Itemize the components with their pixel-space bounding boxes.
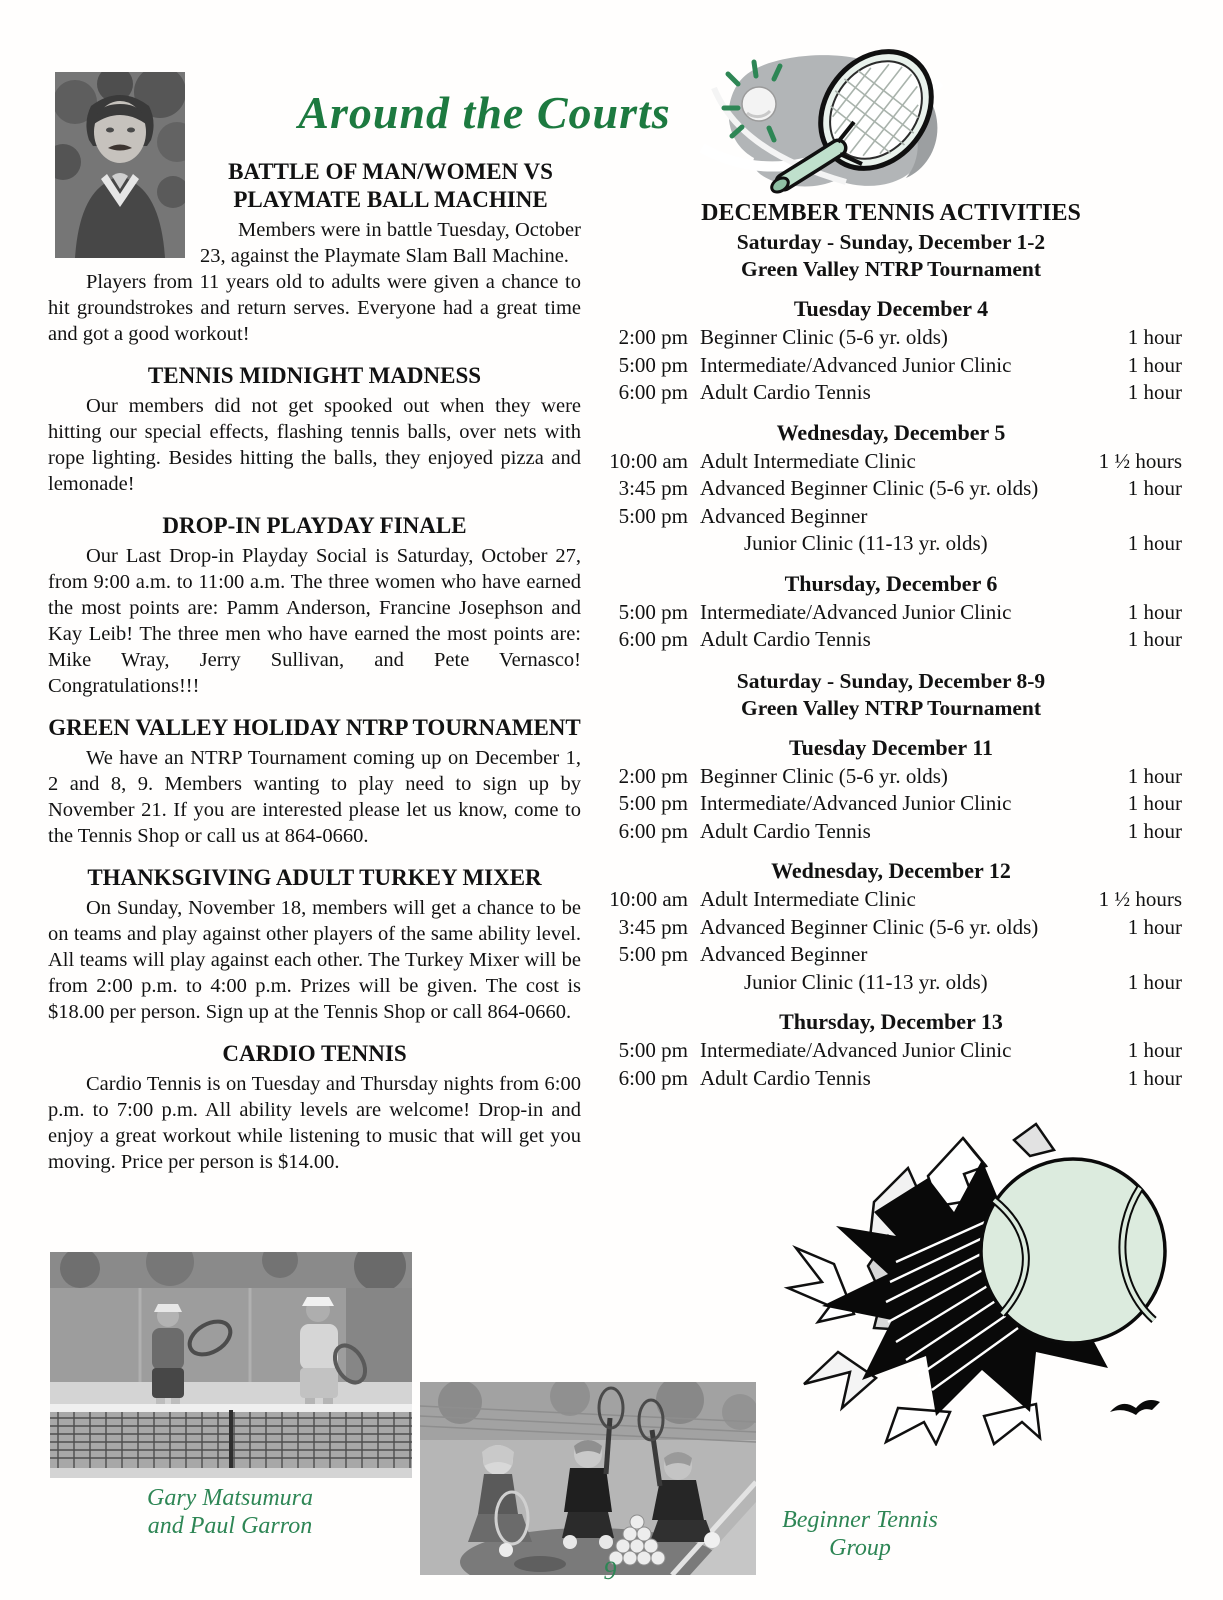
- caption-players-line2: and Paul Garron: [147, 1513, 313, 1539]
- schedule-time: [600, 530, 688, 558]
- caption-kids-line2: Group: [829, 1535, 891, 1561]
- schedule-time: [600, 969, 688, 997]
- page-title: Around the Courts: [298, 87, 671, 138]
- schedule-time: 5:00 pm: [618, 1038, 688, 1062]
- schedule-duration: 1 hour: [1127, 476, 1182, 500]
- schedule-activity: Intermediate/Advanced Junior Clinic: [700, 352, 1012, 377]
- schedule-row: [600, 914, 1182, 942]
- schedule-duration: 1 hour: [1127, 599, 1182, 624]
- article-title: CARDIO TENNIS: [222, 1041, 407, 1066]
- december-title: DECEMBER TENNIS ACTIVITIES: [701, 200, 1081, 226]
- article-title: BATTLE OF MAN/WOMEN VS PLAYMATE BALL MACHINE: [228, 159, 553, 212]
- article-title: THANKSGIVING ADULT TURKEY MIXER: [87, 865, 542, 890]
- tennis-racket-illustration: [688, 30, 956, 202]
- schedule-duration: 1 hour: [1127, 969, 1182, 994]
- schedule-activity: Adult Intermediate Clinic: [700, 448, 916, 473]
- schedule-activity: Junior Clinic (11-13 yr. olds): [744, 969, 988, 994]
- tournament-subhead: [600, 668, 1182, 722]
- tournament-subhead-line: Saturday - Sunday, December 8-9: [736, 668, 1046, 693]
- article-paragraph: Our members did not get spooked out when they were hitting our special effects, flashing tennis balls, over nets with rope lighting. Besides hitting the balls, they enjoyed pizza and lemonade!: [48, 395, 581, 495]
- schedule-duration: 1 hour: [1127, 791, 1182, 815]
- schedule-duration: 1 hour: [1127, 763, 1182, 788]
- schedule-time: 10:00 am: [609, 448, 688, 473]
- schedule-duration: 1 hour: [1127, 325, 1182, 349]
- article-title: TENNIS MIDNIGHT MADNESS: [147, 363, 482, 388]
- schedule-activity: Adult Cardio Tennis: [700, 818, 871, 843]
- schedule-time: 5:00 pm: [618, 942, 688, 966]
- schedule-duration: 1 hour: [1127, 627, 1182, 651]
- day-header: Wednesday, December 12: [771, 858, 1011, 883]
- day-header: Wednesday, December 5: [776, 419, 1006, 445]
- schedule-activity: Beginner Clinic (5-6 yr. olds): [700, 325, 948, 349]
- schedule-row: [600, 886, 1182, 914]
- schedule-row: [600, 626, 1182, 654]
- schedule-time: 6:00 pm: [618, 380, 688, 404]
- day-header: Thursday, December 13: [779, 1009, 1003, 1034]
- schedule-row: [600, 475, 1182, 503]
- article-paragraph: Our Last Drop-in Playday Social is Saturday, October 27, from 9:00 a.m. to 11:00 a.m. The three women who have earned the most points are: Pamm Anderson, Francine Josephson and Kay Leib! The three men who have earned the most points are: Mike Wray, Jerry Sullivan, and Pete Vernasco! Congratulations!!!: [48, 545, 581, 697]
- tournament-subhead-line: Green Valley NTRP Tournament: [740, 257, 1042, 281]
- day-header: Thursday, December 6: [784, 570, 998, 596]
- schedule-row: [600, 941, 1182, 969]
- tennis-ball-burst-icon: [778, 1116, 1198, 1446]
- schedule-activity: Beginner Clinic (5-6 yr. olds): [700, 763, 948, 788]
- schedule-row: [600, 1065, 1182, 1093]
- schedule-blocks: [600, 229, 1182, 1092]
- schedule-row: [600, 352, 1182, 380]
- schedule-time: 10:00 am: [609, 887, 688, 911]
- schedule-time: 5:00 pm: [618, 599, 688, 624]
- schedule-time: 6:00 pm: [618, 1065, 688, 1090]
- schedule-row: [600, 448, 1182, 476]
- schedule-row: [600, 1037, 1182, 1065]
- schedule-duration: 1 hour: [1127, 380, 1182, 404]
- schedule-duration: 1 hour: [1127, 1065, 1182, 1090]
- caption-players: [95, 1484, 365, 1540]
- day-header: Tuesday December 4: [793, 296, 989, 321]
- schedule-activity: Adult Cardio Tennis: [700, 1065, 871, 1090]
- schedule-activity: Adult Cardio Tennis: [700, 627, 871, 651]
- schedule-row: [600, 503, 1182, 531]
- schedule-time: 5:00 pm: [618, 352, 688, 377]
- article-paragraph: Cardio Tennis is on Tuesday and Thursday nights from 6:00 p.m. to 7:00 p.m. All ability levels are welcome! Drop-in and enjoy a great workout while listening to music that will get you moving. Price per person is $14.00.: [48, 1073, 581, 1173]
- page-number: 9: [603, 1556, 617, 1585]
- schedule-row: [600, 969, 1182, 997]
- article-title: DROP-IN PLAYDAY FINALE: [162, 513, 467, 538]
- schedule-duration: 1 hour: [1127, 914, 1182, 939]
- schedule-activity: Adult Cardio Tennis: [700, 380, 871, 404]
- schedule-duration: 1 hour: [1127, 818, 1182, 843]
- december-activities: [600, 200, 1182, 1092]
- tournament-subhead-line: Saturday - Sunday, December 1-2: [736, 230, 1046, 254]
- schedule-row: [600, 763, 1182, 791]
- photo-kids: [420, 1382, 756, 1575]
- caption-kids: [760, 1506, 960, 1562]
- schedule-time: 5:00 pm: [618, 503, 688, 528]
- schedule-activity: Intermediate/Advanced Junior Clinic: [700, 1038, 1012, 1062]
- schedule-duration: 1 hour: [1127, 352, 1182, 377]
- schedule-activity: Advanced Beginner: [700, 942, 868, 966]
- schedule-row: [600, 790, 1182, 818]
- schedule-time: 6:00 pm: [618, 818, 688, 843]
- photo-players: [50, 1252, 412, 1478]
- schedule-time: 3:45 pm: [618, 914, 688, 939]
- article-paragraph: Players from 11 years old to adults were given a chance to hit groundstrokes and return serves. Everyone had a great time and got a good workout!: [48, 271, 581, 345]
- schedule-duration: 1 hour: [1127, 531, 1182, 555]
- tournament-subhead: [600, 229, 1182, 283]
- schedule-activity: Intermediate/Advanced Junior Clinic: [700, 599, 1012, 624]
- bird-silhouette: [1110, 1400, 1160, 1415]
- schedule-duration: 1 hour: [1127, 1038, 1182, 1062]
- schedule-row: [600, 324, 1182, 352]
- schedule-row: [600, 818, 1182, 846]
- schedule-activity: Adult Intermediate Clinic: [700, 887, 916, 911]
- article-paragraph: On Sunday, November 18, members will get a chance to be on teams and play against other players of the same ability level. All teams will play against each other. The Turkey Mixer will be from 2:00 p.m. to 4:00 p.m. Prizes will be given. The cost is $18.00 per person. Sign up at the Tennis Shop or call 864-0660.: [48, 897, 581, 1023]
- portrait-wrap-spacer: [48, 158, 200, 258]
- schedule-activity: Advanced Beginner Clinic (5-6 yr. olds): [700, 476, 1039, 500]
- schedule-time: 3:45 pm: [618, 476, 688, 500]
- schedule-activity: Junior Clinic (11-13 yr. olds): [744, 531, 988, 555]
- tournament-subhead-line: Green Valley NTRP Tournament: [740, 695, 1042, 720]
- schedule-activity: Intermediate/Advanced Junior Clinic: [700, 791, 1012, 815]
- schedule-time: 2:00 pm: [618, 763, 688, 788]
- schedule-activity: Advanced Beginner Clinic (5-6 yr. olds): [700, 914, 1039, 939]
- caption-kids-line1: Beginner Tennis: [782, 1507, 938, 1533]
- left-column: [48, 158, 581, 1175]
- schedule-time: 2:00 pm: [618, 325, 688, 349]
- schedule-row: [600, 530, 1182, 558]
- tennis-racket-icon: [688, 30, 956, 202]
- schedule-activity: Advanced Beginner: [700, 503, 868, 528]
- schedule-duration: 1 ½ hours: [1098, 448, 1182, 473]
- kids-photo-graphic: [420, 1382, 756, 1575]
- article-paragraph: Members were in battle Tuesday, October 23, against the Playmate Slam Ball Machine.: [200, 219, 581, 267]
- schedule-time: 5:00 pm: [618, 791, 688, 815]
- article-title: GREEN VALLEY HOLIDAY NTRP TOURNAMENT: [48, 715, 581, 740]
- schedule-row: [600, 379, 1182, 407]
- players-photo-graphic: [50, 1252, 412, 1478]
- schedule-time: 6:00 pm: [618, 627, 688, 651]
- schedule-row: [600, 599, 1182, 627]
- caption-players-line1: Gary Matsumura: [147, 1485, 313, 1511]
- schedule-duration: 1 ½ hours: [1098, 887, 1182, 911]
- article-paragraph: We have an NTRP Tournament coming up on December 1, 2 and 8, 9. Members wanting to play need to sign up by November 21. If you are interested please let us know, come to the Tennis Shop or call us at 864-0660.: [48, 747, 581, 847]
- tennis-ball-burst-illustration: [778, 1116, 1198, 1446]
- day-header: Tuesday December 11: [788, 734, 994, 760]
